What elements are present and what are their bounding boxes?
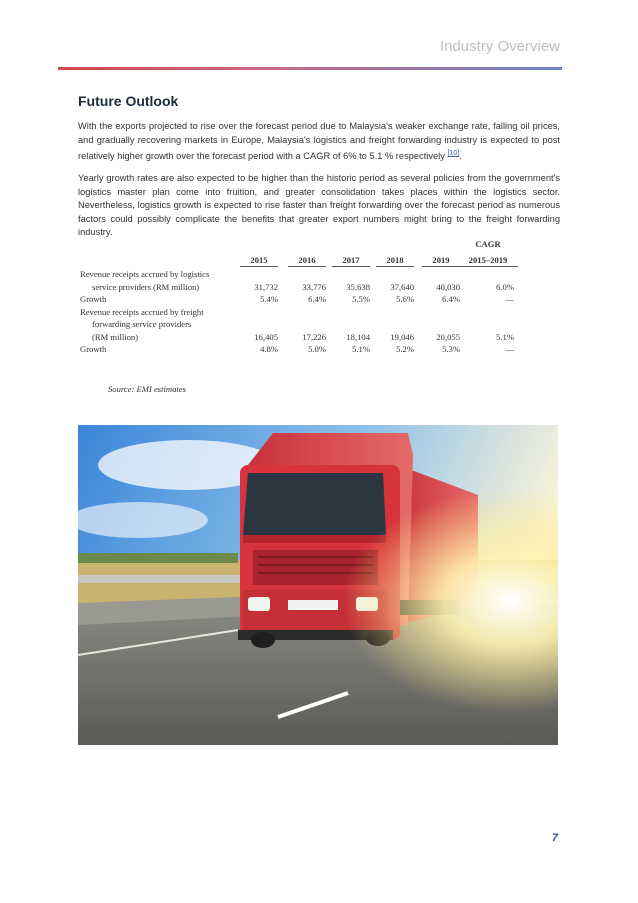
table-row xyxy=(80,282,518,295)
page-number: 7 xyxy=(551,832,558,844)
table-cell: 33,776 xyxy=(302,281,326,292)
paragraph-2: Yearly growth rates are also expected to be higher than the historic period as several policies from the government's logistics master plan come into fruition, and greater consolidation takes places within the logistics sector. Nevertheless, logistics growth is expected to rise faster than freight forwarding over the forecast period as numerous factors could possibly complicate the benefits that greater export numbers might bring to the freight forwarding industry. xyxy=(78,173,560,237)
row-label: Revenue receipts accrued by freight xyxy=(80,306,204,317)
truck-photo xyxy=(78,425,558,745)
table-cell: 5.4% xyxy=(260,294,278,304)
table-source: Source: EMI estimates xyxy=(108,384,186,394)
table-cell: 17,226 xyxy=(302,331,326,342)
table-cell: 18,104 xyxy=(346,331,370,342)
table-cell: — xyxy=(505,344,514,354)
table-cell: 5.5% xyxy=(352,294,370,304)
table-cell: 6.4% xyxy=(308,294,326,304)
table-cell: 40,030 xyxy=(436,281,460,292)
table-cell: 16,405 xyxy=(254,331,278,342)
table-cell: — xyxy=(505,294,514,304)
header-divider xyxy=(58,67,562,70)
row-label: service providers (RM million) xyxy=(92,281,200,292)
table-row xyxy=(80,344,518,357)
table-cell: 5.2% xyxy=(396,344,414,354)
row-label: Revenue receipts accrued by logistics xyxy=(80,269,210,279)
column-header-2015: 2015 xyxy=(240,255,278,267)
revenue-table xyxy=(80,239,518,357)
column-header-cagr-range: 2015–2019 xyxy=(458,255,518,267)
table-cell: 5.3% xyxy=(442,344,460,354)
table-row xyxy=(80,319,518,332)
row-label: (RM million) xyxy=(92,331,139,342)
table-cell: 5.0% xyxy=(308,344,326,354)
table-cell: 31,732 xyxy=(254,281,278,292)
column-header-2019: 2019 xyxy=(422,255,460,267)
table-row xyxy=(80,294,518,307)
table-cell: 37,640 xyxy=(390,281,414,292)
table-cell: 35,638 xyxy=(346,281,370,292)
column-header-2016: 2016 xyxy=(288,255,326,267)
table-cell: 5.1% xyxy=(352,344,370,354)
table-cell: 5.1% xyxy=(496,331,514,342)
table-body xyxy=(80,269,518,357)
table-cell: 20,055 xyxy=(436,331,460,342)
paragraph-1-end: . xyxy=(459,151,462,162)
reference-link[interactable]: [10] xyxy=(447,150,460,157)
table-row xyxy=(80,307,518,320)
paragraph-1-text: With the exports projected to rise over the forecast period due to Malaysia's weaker exchange rate, falling oil prices, and gradually recovering markets in Europe, Malaysia's logistics and freight forwarding industry is expected to post relatively higher growth over the forecast period with a CAGR of 6% to 5.1 % respectively xyxy=(78,121,560,162)
row-label: forwarding service providers xyxy=(92,319,192,329)
table-cell: 6.0% xyxy=(496,281,514,292)
column-header-2018: 2018 xyxy=(376,255,414,267)
table-header xyxy=(80,239,518,269)
row-label: Growth xyxy=(80,344,107,354)
table-cell: 5.6% xyxy=(396,294,414,304)
table-cell: 6.4% xyxy=(442,294,460,304)
section-title: Future Outlook xyxy=(78,93,179,109)
header-title: Industry Overview xyxy=(439,38,560,55)
table-row xyxy=(80,269,518,282)
cagr-header: CAGR xyxy=(475,239,501,249)
row-label: Growth xyxy=(80,294,107,304)
table-row xyxy=(80,332,518,345)
table-cell: 19,046 xyxy=(390,331,414,342)
table-cell: 4.8% xyxy=(260,344,278,354)
paragraph-1 xyxy=(78,120,560,164)
column-header-2017: 2017 xyxy=(332,255,370,267)
